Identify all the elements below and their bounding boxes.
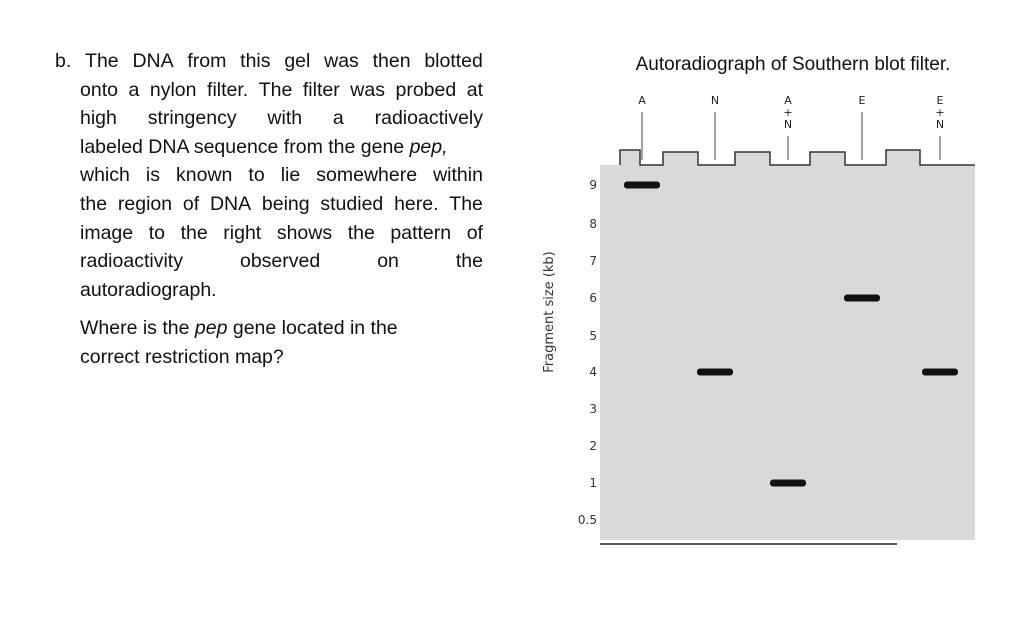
word: The: [449, 192, 483, 215]
band: [697, 369, 733, 376]
size-tick-label: 0.5: [577, 513, 597, 527]
word: radioactively: [374, 107, 483, 130]
word: here.: [394, 192, 439, 215]
size-ticks: [578, 178, 597, 527]
sub-question-line-2: correct restriction map?: [80, 345, 284, 368]
word: image: [80, 221, 134, 244]
word: a: [332, 107, 344, 130]
figure-title: Autoradiograph of Southern blot filter.: [635, 54, 951, 75]
lane-label: A: [784, 94, 792, 107]
word: lie: [280, 164, 301, 187]
size-tick-label: 2: [589, 439, 597, 453]
word: somewhere: [316, 164, 418, 187]
lane-label: N: [710, 94, 720, 107]
word: studied: [320, 192, 384, 215]
word: radioactivity: [80, 250, 183, 273]
word: is: [145, 164, 160, 187]
word: stringency: [147, 107, 237, 130]
text-run: gene located in the: [227, 317, 398, 340]
word: shows: [276, 221, 333, 244]
y-axis-title: Fragment size (kb): [542, 251, 557, 373]
size-tick-label: 3: [589, 402, 597, 416]
part-label: b.: [55, 50, 72, 72]
word: at: [466, 78, 483, 101]
size-tick-label: 7: [589, 254, 597, 268]
word: a: [128, 78, 140, 101]
word: within: [433, 164, 483, 187]
gene-name: pep: [194, 317, 228, 340]
word: on: [377, 250, 399, 273]
size-tick-label: 9: [589, 178, 597, 192]
word: high: [80, 107, 117, 130]
word: probed: [395, 78, 457, 101]
word: observed: [239, 250, 321, 273]
word: of: [466, 221, 483, 244]
word: then: [372, 50, 411, 72]
word: DNA: [132, 50, 174, 72]
lane-label: A: [638, 94, 646, 107]
word: the: [455, 250, 483, 273]
word: filter.: [207, 78, 249, 101]
lane-label: +: [783, 106, 793, 119]
text-run: autoradiograph.: [80, 278, 217, 301]
lane-label: E: [936, 94, 944, 107]
word: gel: [284, 50, 311, 72]
word: this: [240, 50, 271, 72]
word: onto: [80, 78, 118, 101]
word: the: [347, 221, 375, 244]
lane-label: N: [935, 118, 945, 131]
word: from: [187, 50, 227, 72]
word: The: [258, 78, 293, 101]
size-tick-label: 8: [589, 217, 597, 231]
word: The: [85, 50, 119, 72]
word: to: [148, 221, 165, 244]
size-tick-label: 4: [589, 365, 597, 379]
gene-name: pep,: [409, 135, 448, 158]
band: [844, 295, 880, 302]
word: filter: [302, 78, 340, 101]
word: the: [80, 192, 108, 215]
word: being: [261, 192, 310, 215]
word: with: [267, 107, 303, 130]
word: right: [223, 221, 262, 244]
lane-label: E: [858, 94, 866, 107]
word: to: [248, 164, 265, 187]
band: [770, 480, 806, 487]
word: was: [324, 50, 359, 72]
word: region: [117, 192, 173, 215]
word: which: [80, 164, 130, 187]
word: known: [176, 164, 233, 187]
word: was: [350, 78, 385, 101]
word: nylon: [149, 78, 197, 101]
lane-label: +: [935, 106, 945, 119]
word: blotted: [424, 50, 483, 72]
word: DNA: [209, 192, 252, 215]
band: [624, 182, 660, 189]
text-run: labeled DNA sequence from the gene: [80, 135, 410, 158]
lane-labels: [638, 94, 944, 131]
word: of: [182, 192, 200, 215]
word: pattern: [390, 221, 452, 244]
word: the: [180, 221, 208, 244]
size-tick-label: 5: [589, 329, 597, 343]
text-run: Where is the: [80, 317, 195, 340]
size-tick-label: 1: [589, 476, 597, 490]
band: [922, 369, 958, 376]
lane-label: N: [783, 118, 793, 131]
size-tick-label: 6: [589, 291, 597, 305]
